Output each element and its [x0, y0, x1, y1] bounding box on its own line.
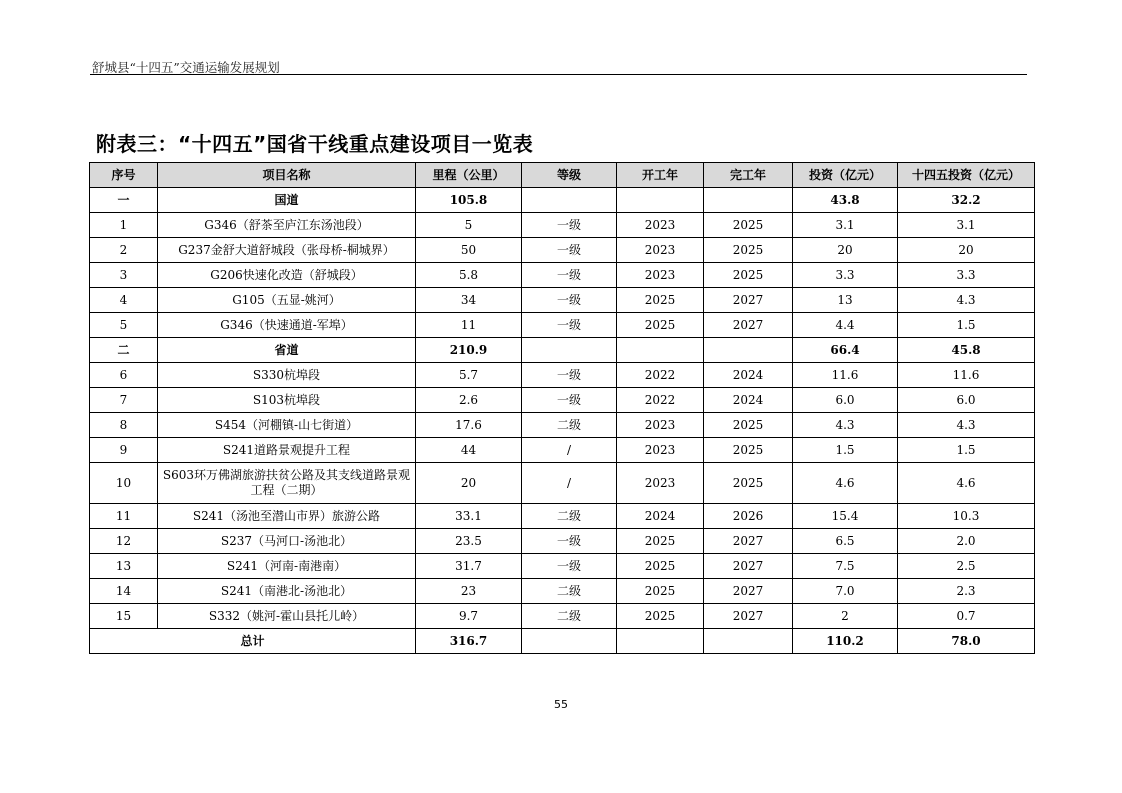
project-name-cell: G206快速化改造（舒城段）: [158, 263, 416, 288]
end-year-cell: 2026: [704, 504, 793, 529]
row-number-cell: 13: [90, 554, 158, 579]
column-header: 里程（公里）: [416, 163, 522, 188]
start-year-cell: 2023: [617, 238, 704, 263]
project-name-cell: 国道: [158, 188, 416, 213]
row-number-cell: 2: [90, 238, 158, 263]
mileage-cell: 5: [416, 213, 522, 238]
investment-cell: 1.5: [793, 438, 898, 463]
grade-cell: 一级: [522, 529, 617, 554]
column-header: 投资（亿元）: [793, 163, 898, 188]
investment-cell: 7.5: [793, 554, 898, 579]
grade-cell: 二级: [522, 579, 617, 604]
investment-14th-cell: 0.7: [898, 604, 1035, 629]
page-number: 55: [554, 698, 568, 711]
project-name-cell: G346（舒茶至庐江东汤池段）: [158, 213, 416, 238]
start-year-cell: 2023: [617, 263, 704, 288]
end-year-cell: 2025: [704, 438, 793, 463]
project-name-cell: S237（马河口-汤池北）: [158, 529, 416, 554]
end-year-cell: 2025: [704, 238, 793, 263]
mileage-cell: 23.5: [416, 529, 522, 554]
table-row: [90, 554, 1035, 579]
project-name-cell: S103杭埠段: [158, 388, 416, 413]
investment-cell: 43.8: [793, 188, 898, 213]
column-header: 完工年: [704, 163, 793, 188]
start-year-cell: 2023: [617, 463, 704, 504]
column-header: 十四五投资（亿元）: [898, 163, 1035, 188]
project-table: [89, 162, 1035, 654]
grade-cell: /: [522, 438, 617, 463]
start-year-cell: 2023: [617, 438, 704, 463]
total-row: [90, 629, 1035, 654]
mileage-cell: 5.7: [416, 363, 522, 388]
mileage-cell: 2.6: [416, 388, 522, 413]
table-row: [90, 213, 1035, 238]
mileage-cell: 105.8: [416, 188, 522, 213]
investment-cell: 4.4: [793, 313, 898, 338]
start-year-cell: 2025: [617, 529, 704, 554]
mileage-cell: 44: [416, 438, 522, 463]
group-row: [90, 188, 1035, 213]
column-header: 序号: [90, 163, 158, 188]
table-row: [90, 288, 1035, 313]
end-year-cell: 2027: [704, 604, 793, 629]
header-divider: [90, 74, 1027, 75]
project-name-cell: G237金舒大道舒城段（张母桥-桐城界）: [158, 238, 416, 263]
mileage-cell: 17.6: [416, 413, 522, 438]
investment-14th-cell: 1.5: [898, 438, 1035, 463]
investment-cell: 2: [793, 604, 898, 629]
table-row: [90, 413, 1035, 438]
column-header: 项目名称: [158, 163, 416, 188]
start-year-cell: [617, 188, 704, 213]
end-year-cell: 2025: [704, 463, 793, 504]
investment-cell: 6.5: [793, 529, 898, 554]
end-year-cell: [704, 338, 793, 363]
investment-14th-cell: 4.6: [898, 463, 1035, 504]
mileage-cell: 34: [416, 288, 522, 313]
investment-14th-cell: 2.3: [898, 579, 1035, 604]
grade-cell: 二级: [522, 604, 617, 629]
column-header: 开工年: [617, 163, 704, 188]
row-number-cell: 5: [90, 313, 158, 338]
project-name-cell: G105（五显-姚河）: [158, 288, 416, 313]
investment-14th-cell: 4.3: [898, 288, 1035, 313]
investment-14th-cell: 1.5: [898, 313, 1035, 338]
table-row: [90, 313, 1035, 338]
investment-cell: 6.0: [793, 388, 898, 413]
table-body: [90, 188, 1035, 629]
table-row: [90, 504, 1035, 529]
start-year-cell: 2025: [617, 313, 704, 338]
grade-cell: 一级: [522, 388, 617, 413]
grade-cell: /: [522, 463, 617, 504]
end-year-cell: 2027: [704, 579, 793, 604]
investment-cell: 4.6: [793, 463, 898, 504]
total-investment-14th: 78.0: [898, 629, 1035, 654]
column-header: 等级: [522, 163, 617, 188]
table-header-row: [90, 163, 1035, 188]
appendix-table-title: 附表三：“十四五”国省干线重点建设项目一览表: [96, 132, 534, 156]
investment-14th-cell: 4.3: [898, 413, 1035, 438]
mileage-cell: 20: [416, 463, 522, 504]
project-name-cell: S241（河南-南港南）: [158, 554, 416, 579]
table-row: [90, 529, 1035, 554]
investment-14th-cell: 32.2: [898, 188, 1035, 213]
row-number-cell: 二: [90, 338, 158, 363]
mileage-cell: 50: [416, 238, 522, 263]
grade-cell: [522, 338, 617, 363]
row-number-cell: 14: [90, 579, 158, 604]
table-row: [90, 238, 1035, 263]
grade-cell: 一级: [522, 288, 617, 313]
project-name-cell: S241（汤池至潜山市界）旅游公路: [158, 504, 416, 529]
table-row: [90, 438, 1035, 463]
total-investment: 110.2: [793, 629, 898, 654]
group-row: [90, 338, 1035, 363]
mileage-cell: 9.7: [416, 604, 522, 629]
investment-cell: 66.4: [793, 338, 898, 363]
start-year-cell: 2025: [617, 579, 704, 604]
table-cell: [617, 629, 704, 654]
start-year-cell: [617, 338, 704, 363]
table-row: [90, 463, 1035, 504]
investment-14th-cell: 3.1: [898, 213, 1035, 238]
row-number-cell: 10: [90, 463, 158, 504]
investment-14th-cell: 2.0: [898, 529, 1035, 554]
table-row: [90, 604, 1035, 629]
row-number-cell: 15: [90, 604, 158, 629]
project-name-cell: S241道路景观提升工程: [158, 438, 416, 463]
end-year-cell: 2027: [704, 313, 793, 338]
table-row: [90, 579, 1035, 604]
grade-cell: 一级: [522, 238, 617, 263]
grade-cell: 二级: [522, 504, 617, 529]
end-year-cell: 2025: [704, 213, 793, 238]
end-year-cell: 2025: [704, 413, 793, 438]
row-number-cell: 6: [90, 363, 158, 388]
investment-cell: 15.4: [793, 504, 898, 529]
investment-cell: 13: [793, 288, 898, 313]
investment-14th-cell: 3.3: [898, 263, 1035, 288]
project-name-cell: S332（姚河-霍山县托儿岭）: [158, 604, 416, 629]
project-name-cell: S241（南港北-汤池北）: [158, 579, 416, 604]
investment-cell: 3.3: [793, 263, 898, 288]
investment-14th-cell: 2.5: [898, 554, 1035, 579]
grade-cell: [522, 188, 617, 213]
end-year-cell: 2027: [704, 288, 793, 313]
start-year-cell: 2022: [617, 363, 704, 388]
project-name-cell: 省道: [158, 338, 416, 363]
start-year-cell: 2023: [617, 213, 704, 238]
end-year-cell: 2027: [704, 529, 793, 554]
investment-cell: 7.0: [793, 579, 898, 604]
mileage-cell: 11: [416, 313, 522, 338]
row-number-cell: 1: [90, 213, 158, 238]
investment-cell: 11.6: [793, 363, 898, 388]
project-name-cell: S330杭埠段: [158, 363, 416, 388]
end-year-cell: [704, 188, 793, 213]
row-number-cell: 8: [90, 413, 158, 438]
document-header-title: 舒城县“十四五”交通运输发展规划: [92, 60, 280, 75]
investment-14th-cell: 20: [898, 238, 1035, 263]
start-year-cell: 2025: [617, 288, 704, 313]
table-cell: [704, 629, 793, 654]
row-number-cell: 9: [90, 438, 158, 463]
start-year-cell: 2024: [617, 504, 704, 529]
row-number-cell: 3: [90, 263, 158, 288]
mileage-cell: 23: [416, 579, 522, 604]
total-mileage: 316.7: [416, 629, 522, 654]
project-name-cell: S603环万佛湖旅游扶贫公路及其支线道路景观工程（二期）: [158, 463, 416, 504]
row-number-cell: 4: [90, 288, 158, 313]
table-row: [90, 388, 1035, 413]
start-year-cell: 2023: [617, 413, 704, 438]
project-name-cell: S454（河棚镇-山七街道）: [158, 413, 416, 438]
investment-14th-cell: 6.0: [898, 388, 1035, 413]
table-row: [90, 363, 1035, 388]
table-row: [90, 263, 1035, 288]
end-year-cell: 2024: [704, 363, 793, 388]
mileage-cell: 5.8: [416, 263, 522, 288]
grade-cell: 一级: [522, 363, 617, 388]
investment-14th-cell: 45.8: [898, 338, 1035, 363]
investment-cell: 20: [793, 238, 898, 263]
investment-14th-cell: 10.3: [898, 504, 1035, 529]
end-year-cell: 2025: [704, 263, 793, 288]
row-number-cell: 7: [90, 388, 158, 413]
end-year-cell: 2024: [704, 388, 793, 413]
start-year-cell: 2022: [617, 388, 704, 413]
project-name-cell: G346（快速通道-军埠）: [158, 313, 416, 338]
total-label: 总计: [90, 629, 416, 654]
start-year-cell: 2025: [617, 554, 704, 579]
row-number-cell: 一: [90, 188, 158, 213]
investment-cell: 4.3: [793, 413, 898, 438]
grade-cell: 二级: [522, 413, 617, 438]
start-year-cell: 2025: [617, 604, 704, 629]
row-number-cell: 11: [90, 504, 158, 529]
mileage-cell: 210.9: [416, 338, 522, 363]
end-year-cell: 2027: [704, 554, 793, 579]
grade-cell: 一级: [522, 213, 617, 238]
mileage-cell: 31.7: [416, 554, 522, 579]
table-cell: [522, 629, 617, 654]
mileage-cell: 33.1: [416, 504, 522, 529]
investment-14th-cell: 11.6: [898, 363, 1035, 388]
grade-cell: 一级: [522, 263, 617, 288]
row-number-cell: 12: [90, 529, 158, 554]
investment-cell: 3.1: [793, 213, 898, 238]
grade-cell: 一级: [522, 313, 617, 338]
grade-cell: 一级: [522, 554, 617, 579]
